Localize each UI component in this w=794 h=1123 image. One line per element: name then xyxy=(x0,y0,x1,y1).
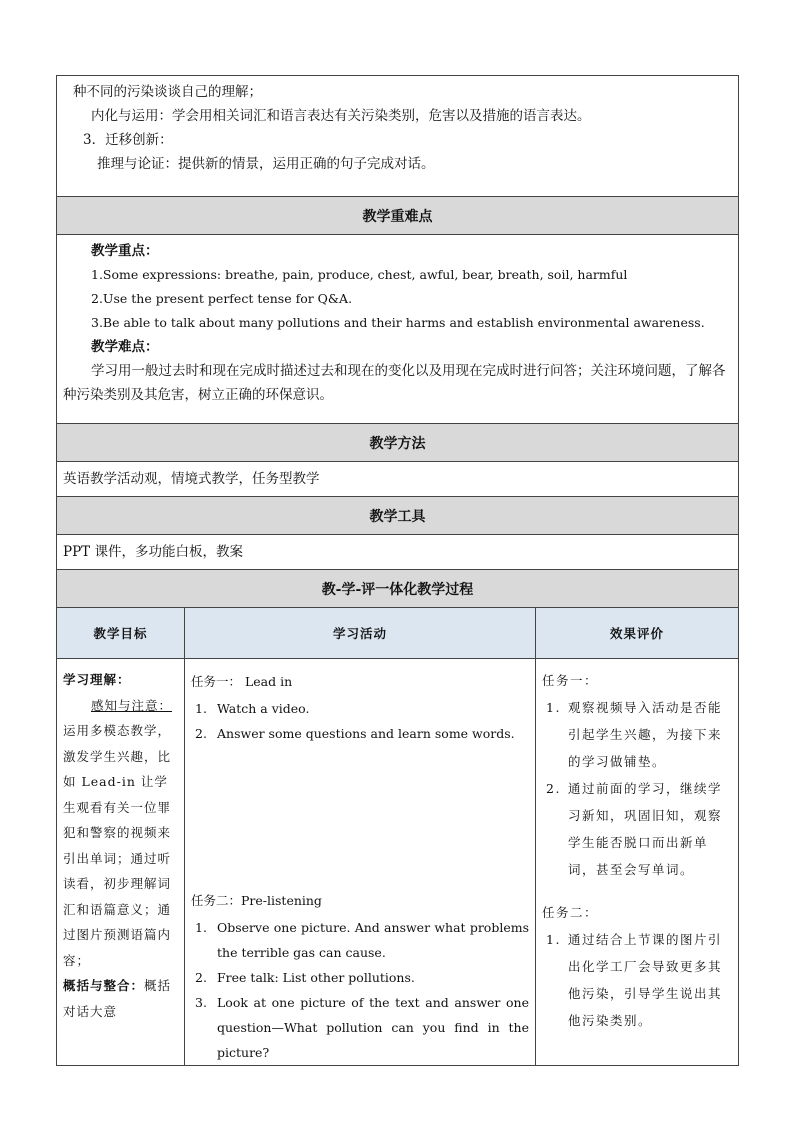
activity-task2-list xyxy=(191,915,529,1065)
column-header-activities: 学习活动 xyxy=(185,608,536,659)
list-item: 1. Watch a video. xyxy=(195,701,310,716)
methods-header: 教学方法 xyxy=(57,424,739,462)
lesson-plan-page xyxy=(56,75,738,1066)
activity-task2-title: 任务二：Pre-listening xyxy=(191,893,322,908)
goals-line-4: 推理与论证：提供新的情景，运用正确的句子完成对话。 xyxy=(97,156,435,172)
tools-header-row xyxy=(57,497,739,535)
tools-text: PPT 课件，多功能白板，教案 xyxy=(57,535,739,570)
list-item: 2. Free talk: List other pollutions. xyxy=(195,970,415,985)
focus-cell xyxy=(57,235,739,424)
list-item: 2. Answer some questions and learn some words. xyxy=(195,726,515,741)
focus-header-row xyxy=(57,197,739,235)
activity-task1-title: 任务一： Lead in xyxy=(191,674,293,689)
goal-label-understanding: 学习理解： xyxy=(63,672,131,687)
evaluation-task2-title: 任务二： xyxy=(542,905,599,920)
process-body-row xyxy=(57,659,739,1066)
key-point-2: 2.Use the present perfect tense for Q&A. xyxy=(91,291,353,306)
process-header: 教-学-评一体化教学过程 xyxy=(57,570,739,608)
column-header-evaluation: 效果评价 xyxy=(536,608,739,659)
process-header-row xyxy=(57,570,739,608)
goals-cell xyxy=(57,76,739,197)
goals-row xyxy=(57,76,739,197)
tools-header: 教学工具 xyxy=(57,497,739,535)
difficult-points-label: 教学难点： xyxy=(91,339,159,355)
goals-line-1: 种不同的污染谈谈自己的理解； xyxy=(73,84,262,100)
goals-column-cell xyxy=(57,659,185,1066)
list-item: 2. 通过前面的学习，继续学习新知，巩固旧知，观察学生能否脱口而出新单词，甚至会写单词。 xyxy=(546,781,723,877)
key-point-3: 3.Be able to talk about many pollutions and their harms and establish environmental awareness. xyxy=(91,315,705,330)
goals-line-2: 内化与运用：学会用相关词汇和语言表达有关污染类别，危害以及措施的语言表达。 xyxy=(91,108,591,124)
list-item: 1. Observe one picture. And answer what problems the terrible gas can cause. xyxy=(195,920,529,960)
methods-text: 英语教学活动观，情境式教学，任务型教学 xyxy=(57,462,739,497)
evaluation-task1-title: 任务一： xyxy=(542,673,599,688)
focus-row xyxy=(57,235,739,424)
methods-row xyxy=(57,462,739,497)
focus-header: 教学重难点 xyxy=(57,197,739,235)
key-points-label: 教学重点： xyxy=(91,243,159,259)
lesson-plan-table xyxy=(56,75,739,1066)
evaluation-column-cell xyxy=(536,659,739,1066)
evaluation-task2-list xyxy=(542,926,732,1034)
goal-text-summarize: 概括对话大意 xyxy=(63,978,172,1019)
difficult-points-text: 学习用一般过去时和现在完成时描述过去和现在的变化以及用现在完成时进行问答；关注环境问题，了解各种污染类别及其危害，树立正确的环保意识。 xyxy=(63,363,726,403)
list-item: 1. 观察视频导入活动是否能引起学生兴趣，为接下来的学习做铺垫。 xyxy=(546,700,723,769)
key-point-1: 1.Some expressions: breathe, pain, produce, chest, awful, bear, breath, soil, harmful xyxy=(91,267,628,282)
tools-row xyxy=(57,535,739,570)
column-header-goals: 教学目标 xyxy=(57,608,185,659)
activities-column-cell xyxy=(185,659,536,1066)
goal-text-perception: 运用多模态教学，激发学生兴趣，比如 Lead-in 让学生观看有关一位罪犯和警察的视频来引出单词；通过听读看，初步理解词汇和语篇意义；通过图片预测语篇内容； xyxy=(63,723,172,968)
methods-header-row xyxy=(57,424,739,462)
goals-line-3: 3．迁移创新： xyxy=(83,132,173,148)
goal-sub-perception: 感知与注意： xyxy=(91,697,173,713)
evaluation-task1-list xyxy=(542,694,732,883)
list-item: 1. 通过结合上节课的图片引出化学工厂会导致更多其他污染，引导学生说出其他污染类别。 xyxy=(546,932,723,1028)
activity-task1-list xyxy=(191,696,529,746)
list-item: 3. Look at one picture of the text and answer one question—What pollution can you find in the picture? xyxy=(195,995,529,1060)
process-columns-row xyxy=(57,608,739,659)
goal-label-summarize: 概括与整合： xyxy=(63,978,145,993)
